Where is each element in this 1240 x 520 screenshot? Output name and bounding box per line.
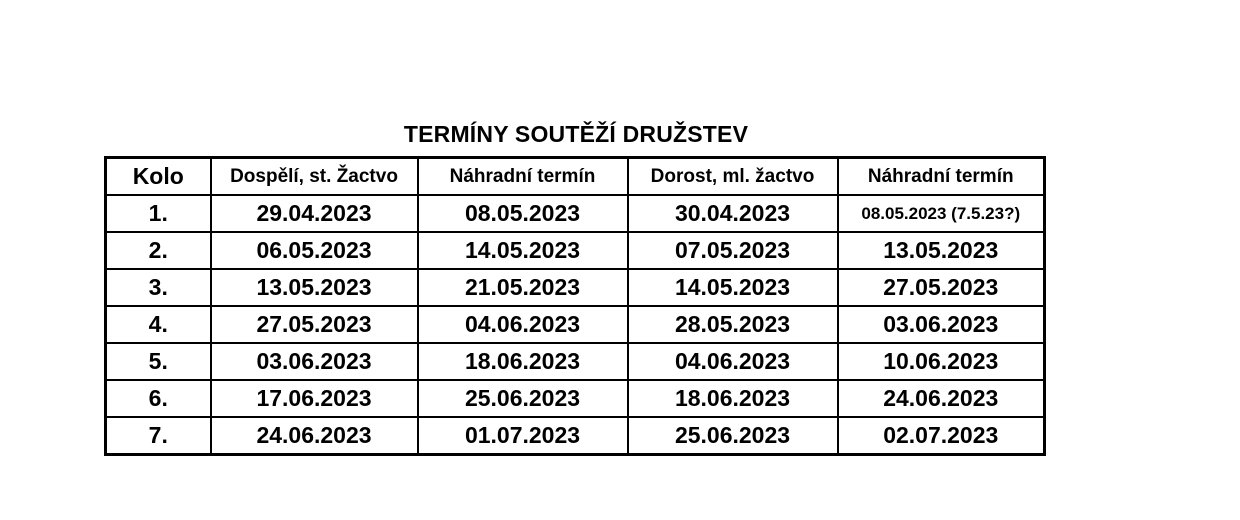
column-header-youth-dates: Dorost, ml. žactvo bbox=[628, 158, 838, 196]
date-cell: 14.05.2023 bbox=[418, 232, 628, 269]
table-row bbox=[106, 195, 1045, 232]
date-cell: 24.06.2023 bbox=[211, 417, 418, 455]
date-cell: 18.06.2023 bbox=[418, 343, 628, 380]
date-cell: 13.05.2023 bbox=[838, 232, 1045, 269]
table-row bbox=[106, 306, 1045, 343]
round-number-cell: 3. bbox=[106, 269, 211, 306]
date-cell: 03.06.2023 bbox=[838, 306, 1045, 343]
date-cell: 17.06.2023 bbox=[211, 380, 418, 417]
table-row bbox=[106, 380, 1045, 417]
table-row bbox=[106, 417, 1045, 455]
round-number-cell: 5. bbox=[106, 343, 211, 380]
date-cell: 02.07.2023 bbox=[838, 417, 1045, 455]
date-cell: 13.05.2023 bbox=[211, 269, 418, 306]
date-cell: 30.04.2023 bbox=[628, 195, 838, 232]
date-cell: 21.05.2023 bbox=[418, 269, 628, 306]
date-cell: 25.06.2023 bbox=[418, 380, 628, 417]
column-header-adults-dates: Dospělí, st. Žactvo bbox=[211, 158, 418, 196]
date-cell: 25.06.2023 bbox=[628, 417, 838, 455]
column-header-youth-alternate: Náhradní termín bbox=[838, 158, 1045, 196]
schedule-table bbox=[104, 156, 1046, 456]
column-header-kolo: Kolo bbox=[106, 158, 211, 196]
date-cell: 18.06.2023 bbox=[628, 380, 838, 417]
date-cell: 14.05.2023 bbox=[628, 269, 838, 306]
round-number-cell: 4. bbox=[106, 306, 211, 343]
table-row bbox=[106, 343, 1045, 380]
date-cell: 01.07.2023 bbox=[418, 417, 628, 455]
date-cell: 27.05.2023 bbox=[211, 306, 418, 343]
date-cell: 04.06.2023 bbox=[628, 343, 838, 380]
table-row bbox=[106, 269, 1045, 306]
round-number-cell: 2. bbox=[106, 232, 211, 269]
date-cell: 07.05.2023 bbox=[628, 232, 838, 269]
round-number-cell: 7. bbox=[106, 417, 211, 455]
date-cell: 06.05.2023 bbox=[211, 232, 418, 269]
column-header-adults-alternate: Náhradní termín bbox=[418, 158, 628, 196]
date-cell: 24.06.2023 bbox=[838, 380, 1045, 417]
date-cell: 28.05.2023 bbox=[628, 306, 838, 343]
date-cell: 08.05.2023 (7.5.23?) bbox=[838, 195, 1045, 232]
date-cell: 27.05.2023 bbox=[838, 269, 1045, 306]
date-cell: 03.06.2023 bbox=[211, 343, 418, 380]
page-title: TERMÍNY SOUTĚŽÍ DRUŽSTEV bbox=[403, 121, 749, 147]
date-cell: 04.06.2023 bbox=[418, 306, 628, 343]
date-cell: 29.04.2023 bbox=[211, 195, 418, 232]
table-header-row bbox=[106, 158, 1045, 196]
round-number-cell: 1. bbox=[106, 195, 211, 232]
round-number-cell: 6. bbox=[106, 380, 211, 417]
date-cell: 08.05.2023 bbox=[418, 195, 628, 232]
table-row bbox=[106, 232, 1045, 269]
date-cell: 10.06.2023 bbox=[838, 343, 1045, 380]
